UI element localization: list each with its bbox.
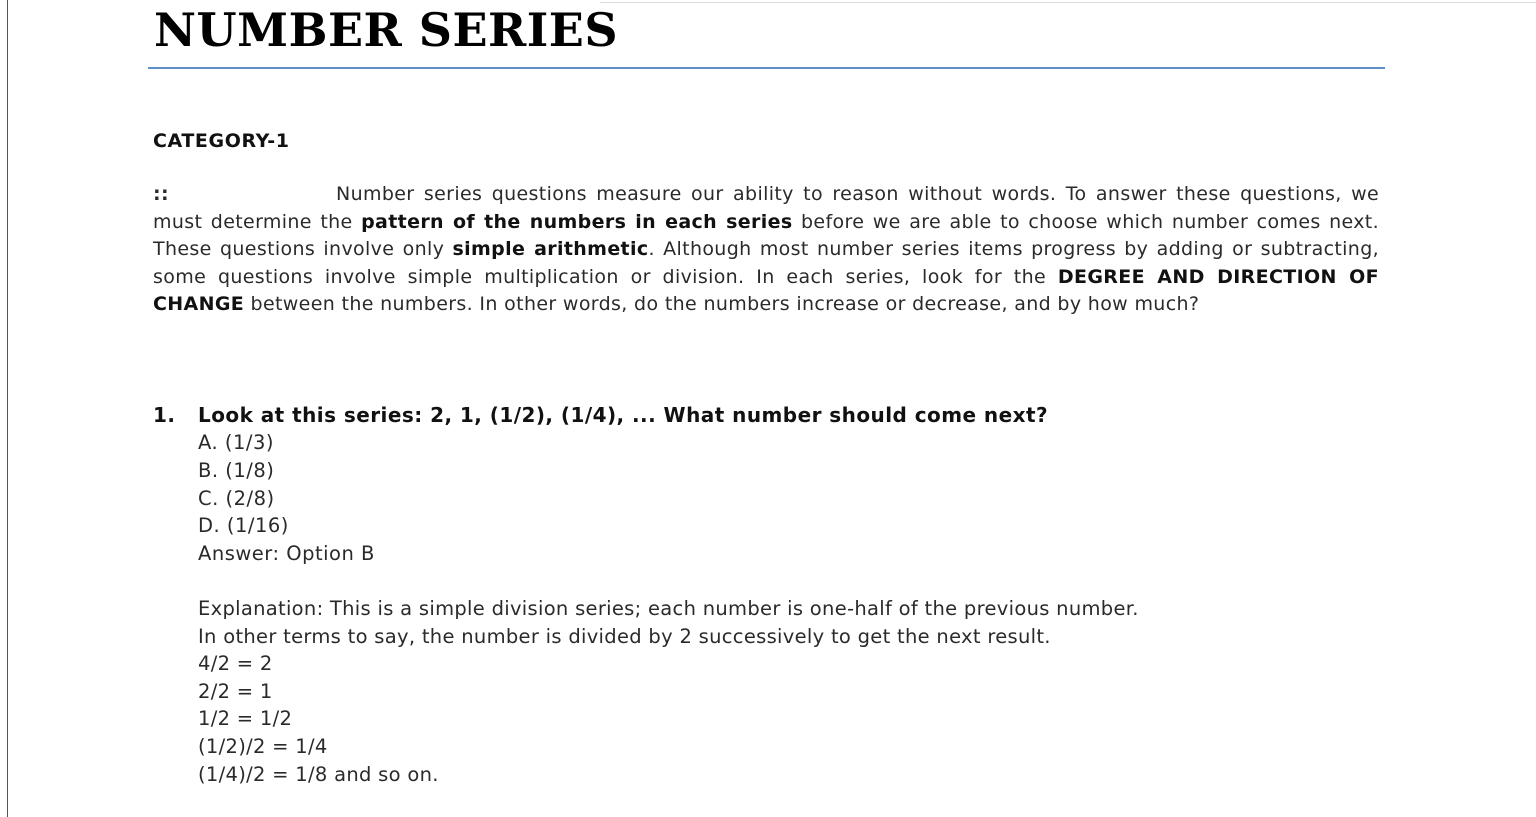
answer-line: Answer: Option B (198, 542, 375, 565)
question-number: 1. (153, 403, 176, 427)
option-b: B. (1/8) (198, 458, 275, 482)
category-heading: CATEGORY-1 (153, 130, 290, 152)
intro-bold-2: simple arithmetic (452, 238, 649, 261)
intro-paragraph (153, 181, 1379, 319)
intro-text-2: before we are able to choose which number comes next. These questions involve only (153, 210, 1379, 261)
answer-options (198, 429, 289, 540)
intro-marker: :: (153, 183, 169, 205)
explanation-line-1: Explanation: This is a simple division series; each number is one-half of the previous number. (198, 597, 1139, 620)
question-1 (153, 401, 1048, 429)
explanation-step-4: (1/2)/2 = 1/4 (198, 734, 328, 758)
explanation-block (198, 595, 1388, 788)
intro-text-4: between the numbers. In other words, do the numbers increase or decrease, and by how much? (244, 293, 1200, 316)
explanation-step-3: 1/2 = 1/2 (198, 707, 293, 731)
page-top-border (600, 2, 1536, 3)
explanation-line-2: In other terms to say, the number is divided by 2 successively to get the next result. (198, 624, 1051, 648)
option-d: D. (1/16) (198, 514, 289, 538)
explanation-step-5: (1/4)/2 = 1/8 and so on. (198, 762, 439, 786)
explanation-step-2: 2/2 = 1 (198, 679, 273, 703)
title-underline (148, 67, 1385, 69)
option-a: A. (1/3) (198, 431, 274, 454)
option-c: C. (2/8) (198, 486, 275, 510)
intro-bold-1: pattern of the numbers in each series (361, 210, 793, 233)
page-left-border (7, 0, 8, 817)
question-text: Look at this series: 2, 1, (1/2), (1/4), ... What number should come next? (198, 403, 1049, 427)
intro-text-3: . Although most number series items progress by adding or subtracting, some questions involve simple multiplication or division. In each series, look for the (153, 238, 1379, 288)
intro-bold-3: DEGREE AND DIRECTION OF CHANGE (153, 265, 1379, 316)
explanation-step-1: 4/2 = 2 (198, 652, 273, 676)
intro-text-1: Number series questions measure our ability to reason without words. To answer these questions, we must determine the (153, 183, 1379, 233)
page-title: NUMBER SERIES (154, 3, 619, 57)
